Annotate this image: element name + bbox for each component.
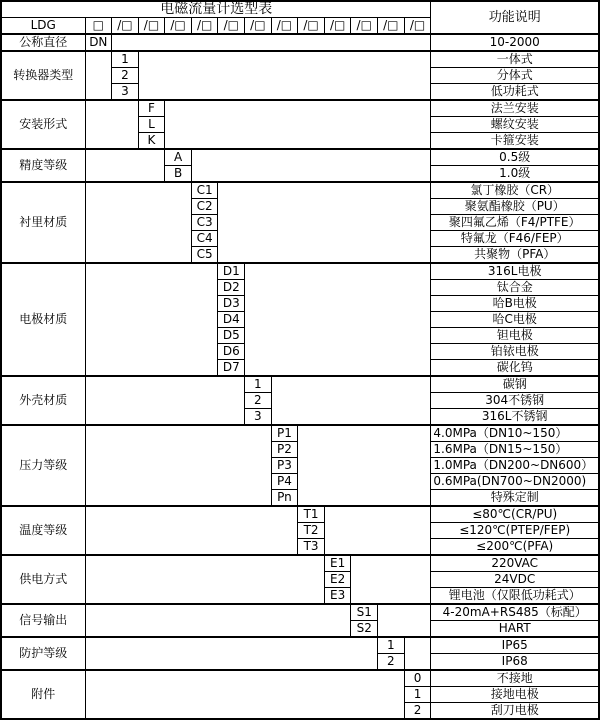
code-cell: C3 bbox=[191, 215, 218, 231]
model-slot: /□ bbox=[191, 18, 218, 35]
code-cell: D7 bbox=[218, 360, 245, 377]
model-slot: /□ bbox=[298, 18, 325, 35]
blank-area bbox=[324, 506, 431, 555]
function-cell: 法兰安装 bbox=[431, 100, 599, 117]
spec-row bbox=[1, 263, 599, 280]
category-label: 公称直径 bbox=[1, 34, 85, 51]
blank-area bbox=[85, 182, 191, 263]
spec-row bbox=[1, 670, 599, 687]
blank-area bbox=[245, 263, 431, 376]
code-cell: 1 bbox=[404, 687, 431, 703]
code-cell: C5 bbox=[191, 247, 218, 264]
category-label: 安装形式 bbox=[1, 100, 85, 149]
code-cell: Pn bbox=[271, 490, 298, 507]
blank-area bbox=[85, 100, 138, 149]
category-label: 压力等级 bbox=[1, 425, 85, 506]
code-cell: 2 bbox=[245, 393, 272, 409]
blank-area bbox=[138, 51, 431, 100]
code-cell: T2 bbox=[298, 523, 325, 539]
function-cell: 卡箍安装 bbox=[431, 133, 599, 150]
function-cell: 低功耗式 bbox=[431, 84, 599, 101]
blank-area bbox=[85, 506, 298, 555]
blank-area bbox=[85, 555, 324, 604]
code-cell: P4 bbox=[271, 474, 298, 490]
function-cell: IP65 bbox=[431, 637, 599, 654]
function-cell: 220VAC bbox=[431, 555, 599, 572]
category-label: 温度等级 bbox=[1, 506, 85, 555]
blank-area bbox=[218, 182, 431, 263]
table-title: 电磁流量计选型表 bbox=[1, 1, 431, 18]
function-cell: 316L不锈钢 bbox=[431, 409, 599, 426]
code-cell: L bbox=[138, 117, 165, 133]
code-cell: 2 bbox=[404, 703, 431, 720]
function-cell: 碳化钨 bbox=[431, 360, 599, 377]
code-cell: C2 bbox=[191, 199, 218, 215]
blank-area bbox=[85, 604, 351, 637]
title-row bbox=[1, 1, 599, 18]
code-cell: D4 bbox=[218, 312, 245, 328]
model-slot: /□ bbox=[218, 18, 245, 35]
spec-row bbox=[1, 182, 599, 199]
code-cell: D5 bbox=[218, 328, 245, 344]
code-cell: T1 bbox=[298, 506, 325, 523]
code-cell: E3 bbox=[324, 588, 351, 605]
code-cell: D2 bbox=[218, 280, 245, 296]
code-cell: E2 bbox=[324, 572, 351, 588]
code-cell: 3 bbox=[245, 409, 272, 426]
function-cell: IP68 bbox=[431, 654, 599, 671]
blank-area bbox=[271, 376, 431, 425]
category-label: 衬里材质 bbox=[1, 182, 85, 263]
function-cell: 刮刀电极 bbox=[431, 703, 599, 720]
model-slot: /□ bbox=[351, 18, 378, 35]
category-label: 附件 bbox=[1, 670, 85, 719]
code-cell: 1 bbox=[378, 637, 405, 654]
code-cell: D6 bbox=[218, 344, 245, 360]
blank-area bbox=[85, 376, 245, 425]
function-cell: ≤80℃(CR/PU) bbox=[431, 506, 599, 523]
spec-row bbox=[1, 506, 599, 523]
function-cell: 分体式 bbox=[431, 68, 599, 84]
code-cell: C4 bbox=[191, 231, 218, 247]
code-cell: D3 bbox=[218, 296, 245, 312]
function-cell: 0.5级 bbox=[431, 149, 599, 166]
function-cell: 4-20mA+RS485（标配） bbox=[431, 604, 599, 621]
spec-row bbox=[1, 604, 599, 621]
code-cell: 3 bbox=[112, 84, 139, 101]
function-cell: 24VDC bbox=[431, 572, 599, 588]
blank-area bbox=[85, 425, 271, 506]
code-cell: 1 bbox=[112, 51, 139, 68]
function-cell: 1.0级 bbox=[431, 166, 599, 183]
function-cell: HART bbox=[431, 621, 599, 638]
blank-area bbox=[85, 637, 378, 670]
blank-area bbox=[85, 51, 112, 100]
function-cell: 4.0MPa（DN10~150） bbox=[431, 425, 599, 442]
function-cell: 锂电池（仅限低功耗式） bbox=[431, 588, 599, 605]
code-cell: S2 bbox=[351, 621, 378, 638]
model-slot-first: □ bbox=[85, 18, 112, 35]
spec-row bbox=[1, 376, 599, 393]
function-cell: 不接地 bbox=[431, 670, 599, 687]
blank-area bbox=[85, 670, 404, 719]
blank-area bbox=[298, 425, 431, 506]
model-slot: /□ bbox=[245, 18, 272, 35]
function-cell: 聚四氟乙烯（F4/PTFE） bbox=[431, 215, 599, 231]
code-cell: P2 bbox=[271, 442, 298, 458]
blank-area bbox=[165, 100, 431, 149]
blank-area bbox=[351, 555, 431, 604]
function-cell: 钛合金 bbox=[431, 280, 599, 296]
code-cell: 2 bbox=[378, 654, 405, 671]
function-cell: 316L电极 bbox=[431, 263, 599, 280]
blank-area bbox=[112, 34, 431, 51]
model-prefix: LDG bbox=[1, 18, 85, 35]
code-cell: C1 bbox=[191, 182, 218, 199]
function-cell: ≤120℃(PTEP/FEP) bbox=[431, 523, 599, 539]
code-cell: K bbox=[138, 133, 165, 150]
category-label: 精度等级 bbox=[1, 149, 85, 182]
category-label: 信号输出 bbox=[1, 604, 85, 637]
function-cell: 1.0MPa（DN200~DN600） bbox=[431, 458, 599, 474]
model-slot: /□ bbox=[112, 18, 139, 35]
model-slot: /□ bbox=[404, 18, 431, 35]
function-cell: 聚氨酯橡胶（PU） bbox=[431, 199, 599, 215]
code-cell: DN bbox=[85, 34, 112, 51]
code-cell: A bbox=[165, 149, 192, 166]
function-cell: 哈C电极 bbox=[431, 312, 599, 328]
code-cell: 1 bbox=[245, 376, 272, 393]
category-label: 转换器类型 bbox=[1, 51, 85, 100]
model-slot: /□ bbox=[378, 18, 405, 35]
code-cell: P3 bbox=[271, 458, 298, 474]
code-cell: 2 bbox=[112, 68, 139, 84]
function-cell: 氯丁橡胶（CR） bbox=[431, 182, 599, 199]
function-cell: 共聚物（PFA） bbox=[431, 247, 599, 264]
spec-row bbox=[1, 34, 599, 51]
model-slot: /□ bbox=[138, 18, 165, 35]
function-cell: 特殊定制 bbox=[431, 490, 599, 507]
spec-row bbox=[1, 51, 599, 68]
spec-row bbox=[1, 425, 599, 442]
function-cell: 特氟龙（F46/FEP） bbox=[431, 231, 599, 247]
spec-row bbox=[1, 100, 599, 117]
category-label: 外壳材质 bbox=[1, 376, 85, 425]
blank-area bbox=[378, 604, 431, 637]
function-cell: 铂铱电极 bbox=[431, 344, 599, 360]
code-cell: S1 bbox=[351, 604, 378, 621]
category-label: 防护等级 bbox=[1, 637, 85, 670]
blank-area bbox=[404, 637, 431, 670]
blank-area bbox=[85, 149, 165, 182]
function-cell: 碳钢 bbox=[431, 376, 599, 393]
spec-row bbox=[1, 637, 599, 654]
function-cell: 304不锈钢 bbox=[431, 393, 599, 409]
category-label: 供电方式 bbox=[1, 555, 85, 604]
code-cell: D1 bbox=[218, 263, 245, 280]
function-cell: ≤200℃(PFA) bbox=[431, 539, 599, 556]
code-cell: 0 bbox=[404, 670, 431, 687]
function-cell: 接地电极 bbox=[431, 687, 599, 703]
model-slot: /□ bbox=[165, 18, 192, 35]
blank-area bbox=[85, 263, 218, 376]
code-cell: P1 bbox=[271, 425, 298, 442]
function-cell: 钽电极 bbox=[431, 328, 599, 344]
model-slot: /□ bbox=[324, 18, 351, 35]
function-cell: 一体式 bbox=[431, 51, 599, 68]
blank-area bbox=[191, 149, 431, 182]
code-cell: B bbox=[165, 166, 192, 183]
function-cell: 0.6MPa(DN700~DN2000) bbox=[431, 474, 599, 490]
model-slot: /□ bbox=[271, 18, 298, 35]
function-cell: 哈B电极 bbox=[431, 296, 599, 312]
code-cell: F bbox=[138, 100, 165, 117]
function-cell: 螺纹安装 bbox=[431, 117, 599, 133]
spec-row bbox=[1, 555, 599, 572]
function-column-header: 功能说明 bbox=[431, 1, 599, 34]
function-cell: 1.6MPa（DN15~150） bbox=[431, 442, 599, 458]
category-label: 电极材质 bbox=[1, 263, 85, 376]
code-cell: T3 bbox=[298, 539, 325, 556]
function-cell: 10-2000 bbox=[431, 34, 599, 51]
code-cell: E1 bbox=[324, 555, 351, 572]
spec-row bbox=[1, 149, 599, 166]
